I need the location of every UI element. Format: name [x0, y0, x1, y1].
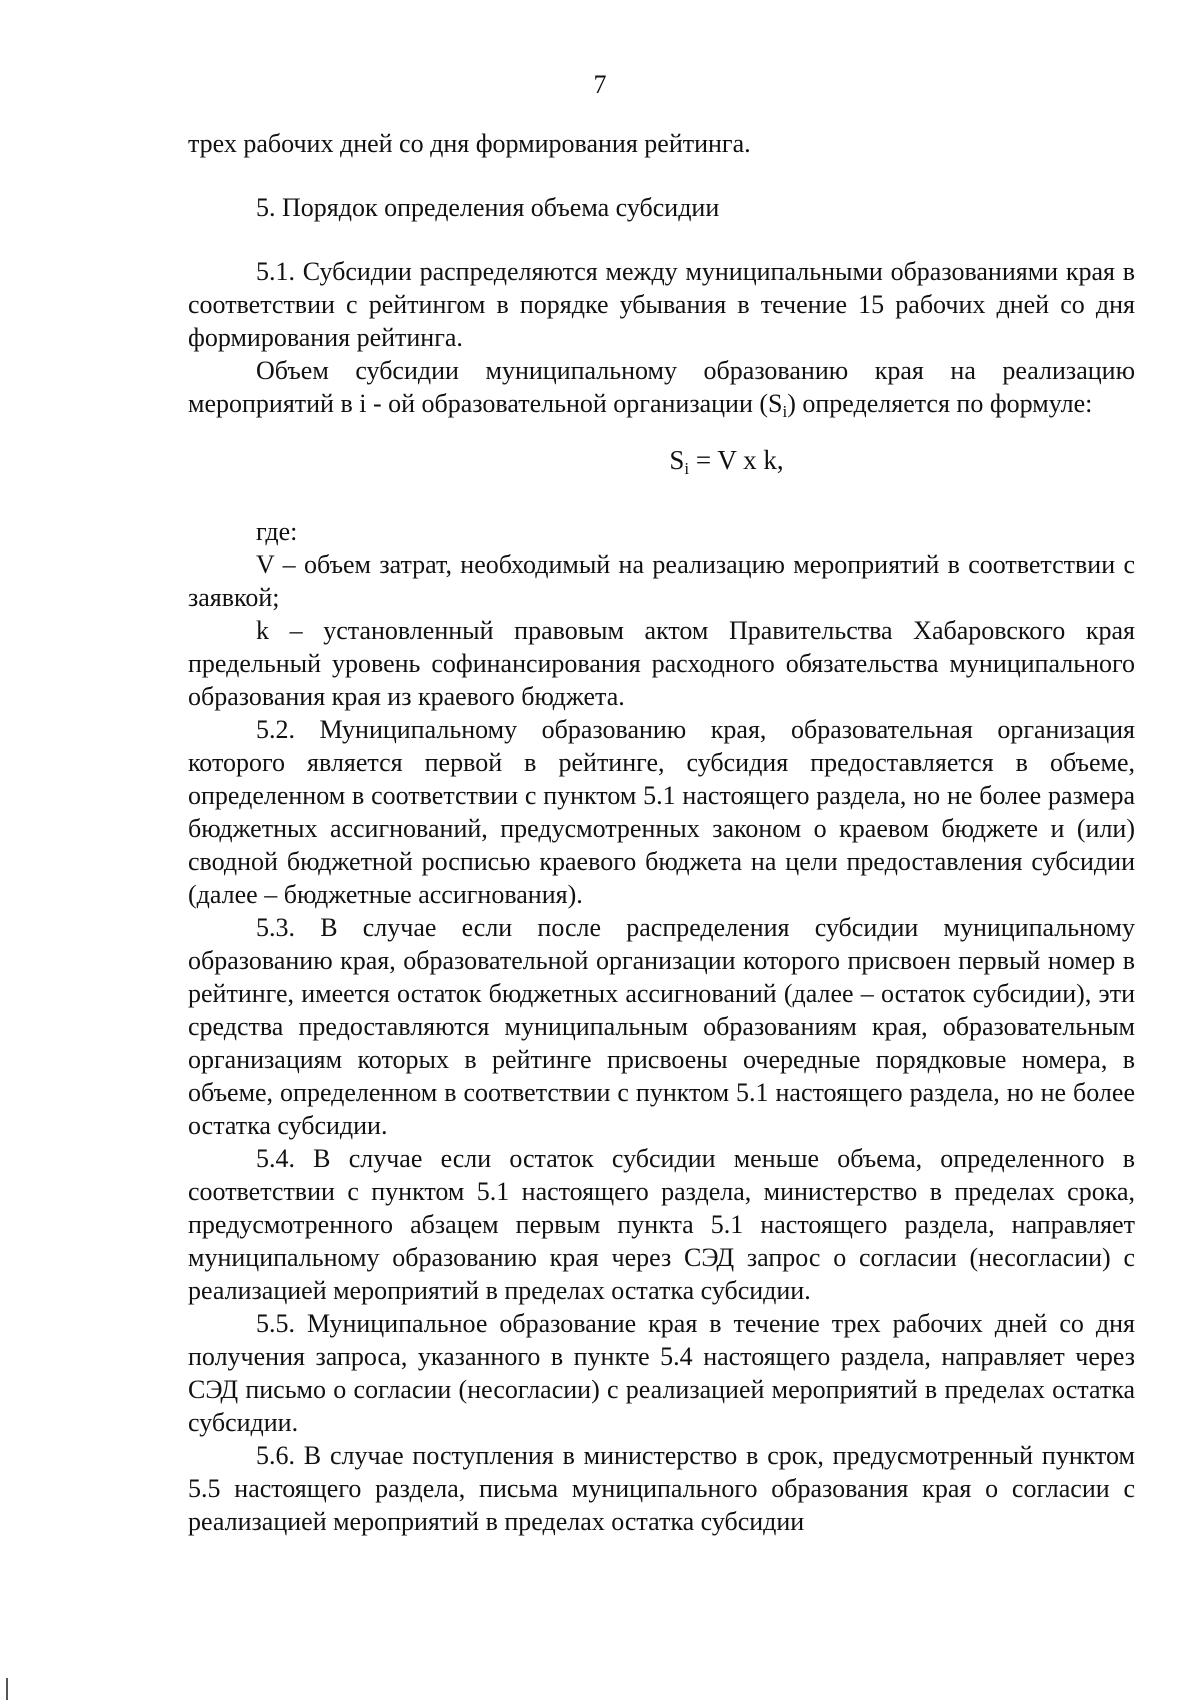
formula-subscript: i	[684, 459, 690, 478]
section-heading: 5. Порядок определения объема субсидии	[256, 193, 720, 222]
formula-s: S	[669, 445, 685, 475]
document-body	[188, 127, 1135, 1538]
paragraph-5-6: 5.6. В случае поступления в министерство в срок, предусмотренный пунктом 5.5 настоящего раздела, письма муниципального образования края о согласии с реализацией мероприятий в пределах остатка субсидии	[188, 1441, 1135, 1536]
paragraph-volume	[188, 354, 1135, 420]
paragraph-intro: трех рабочих дней со дня формирования рейтинга.	[188, 129, 751, 158]
paragraph-5-3: 5.3. В случае если после распределения субсидии муниципальному образованию края, образовательной организации которого присвоен первый номер в рейтинге, имеется остаток бюджетных ассигнований (далее – остаток субсидии), эти средства предоставляются муниципальным образованиям края, образовательным организациям которых в рейтинге присвоены очередные порядковые номера, в объеме, определенном в соответствии с пунктом 5.1 настоящего раздела, но не более остатка субсидии.	[188, 913, 1135, 1140]
paragraph-5-5: 5.5. Муниципальное образование края в течение трех рабочих дней со дня получения запроса, указанного в пункте 5.4 настоящего раздела, направляет через СЭД письмо о согласии (несогласии) с реализацией мероприятий в пределах остатка субсидии.	[188, 1309, 1135, 1437]
where-label: где:	[256, 517, 298, 546]
paragraph-5-4: 5.4. В случае если остаток субсидии меньше объема, определенного в соответствии с пунктом 5.1 настоящего раздела, министерство в пределах срока, предусмотренного абзацем первым пункта 5.1 настоящего раздела, направляет муниципальному образованию края через СЭД запрос о согласии (несогласии) с реализацией мероприятий в пределах остатка субсидии.	[188, 1144, 1135, 1305]
formula	[188, 444, 1135, 477]
paragraph-volume-part-a: Объем субсидии муниципальному образованию края на реализацию мероприятий в i - ой образовательной организации (S	[188, 356, 1135, 418]
definition-v: V – объем затрат, необходимый на реализацию мероприятий в соответствии с заявкой;	[188, 550, 1135, 612]
paragraph-volume-subscript: i	[782, 402, 788, 421]
page-number: 7	[593, 70, 607, 99]
paragraph-volume-part-b: ) определяется по формуле:	[787, 389, 1093, 418]
paragraph-5-2: 5.2. Муниципальному образованию края, образовательная организация которого является первой в рейтинге, субсидия предоставляется в объеме, определенном в соответствии с пунктом 5.1 настоящего раздела, но не более размера бюджетных ассигнований, предусмотренных законом о краевом бюджете и (или) сводной бюджетной росписью краевого бюджета на цели предоставления субсидии (далее – бюджетные ассигнования).	[188, 715, 1135, 909]
paragraph-5-1: 5.1. Субсидии распределяются между муниципальными образованиями края в соответствии с рейтингом в порядке убывания в течение 15 рабочих дней со дня формирования рейтинга.	[188, 257, 1135, 352]
definition-k: k – установленный правовым актом Правительства Хабаровского края предельный уровень софинансирования расходного обязательства муниципального образования края из краевого бюджета.	[188, 616, 1135, 711]
formula-rest: = V x k,	[689, 445, 784, 475]
scan-edge-mark	[6, 1678, 8, 1700]
